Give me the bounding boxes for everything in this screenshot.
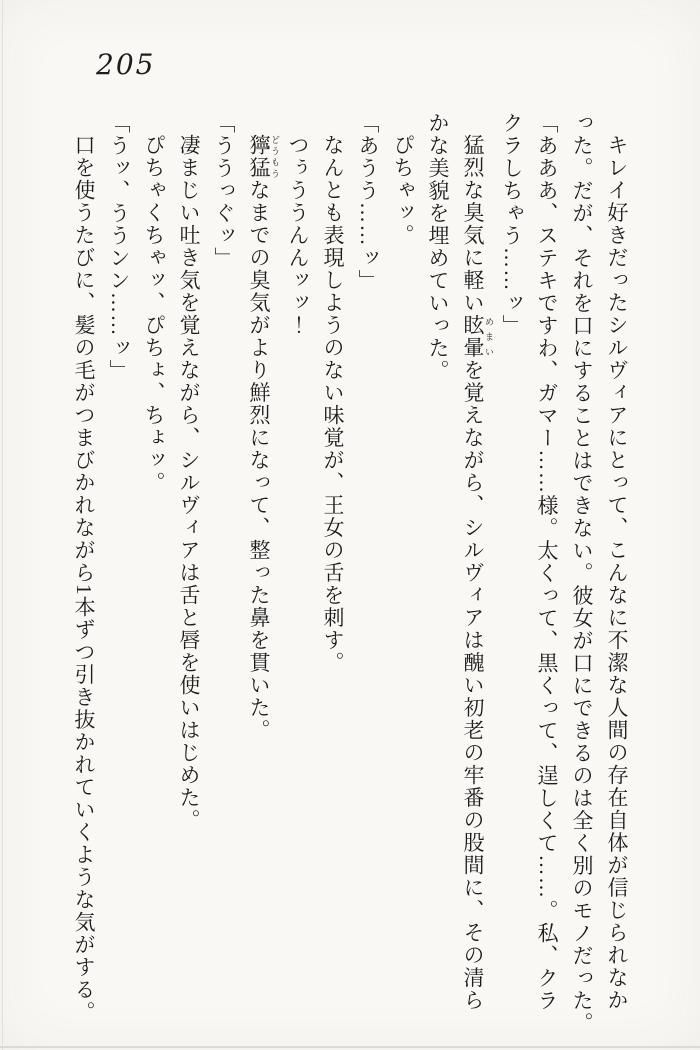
text-line: 猛烈な臭気に軽い眩暈 めまいを覚えながら、シルヴィアは醜い初老の牢番の股間に、その清ら [461,134,494,1012]
text-line: 「あああ、ステキですわ、ガマー……様。太くって、黒くって、逞しくて……。私、クラ [535,112,559,1012]
text-line: なんとも表現しようのない味覚が、王女の舌を刺す。 [321,134,345,674]
text-line: かな美貌を埋めていった。 [426,112,450,382]
text-line: 「うッ、ううンン……ッ」 [107,112,131,382]
ruby-annotated-word: 眩暈 めまい [461,314,494,359]
text-line: った。だが、それを口にすることはできない。彼女が口にできるのは全く別のモノだった。 [570,112,594,1035]
ruby-annotated-word: 獰猛 どうもう [247,134,280,179]
text-line: キレイ好きだったシルヴィアにとって、こんなに不潔な人間の存在自体が信じられなか [605,134,629,1012]
text-line: 口を使うたびに、髪の毛がつまびかれながら1本ずつ引き抜かれていくような気がする。 [72,134,96,1024]
text-line: 「ううっぐッ」 [212,112,236,270]
scan-edge-left [2,0,3,1050]
text-line: クラしちゃう……ッ」 [500,112,524,337]
text-line: 「あうう……ッ」 [356,112,380,292]
text-line: ぴちゃッ。 [391,134,415,247]
text-line: 凄まじい吐き気を覚えながら、シルヴィアは舌と唇を使いはじめた。 [177,134,201,832]
page-number: 205 [96,48,156,81]
text-line: ぴちゃくちゃッ、ぴちょ、ちょッ。 [142,134,166,494]
text-line: 獰猛 どうもうなまでの臭気がより鮮烈になって、整った鼻を貫いた。 [247,134,280,742]
novel-text-block [66,112,634,1050]
text-line: つぅううんんッッ！ [286,134,310,337]
